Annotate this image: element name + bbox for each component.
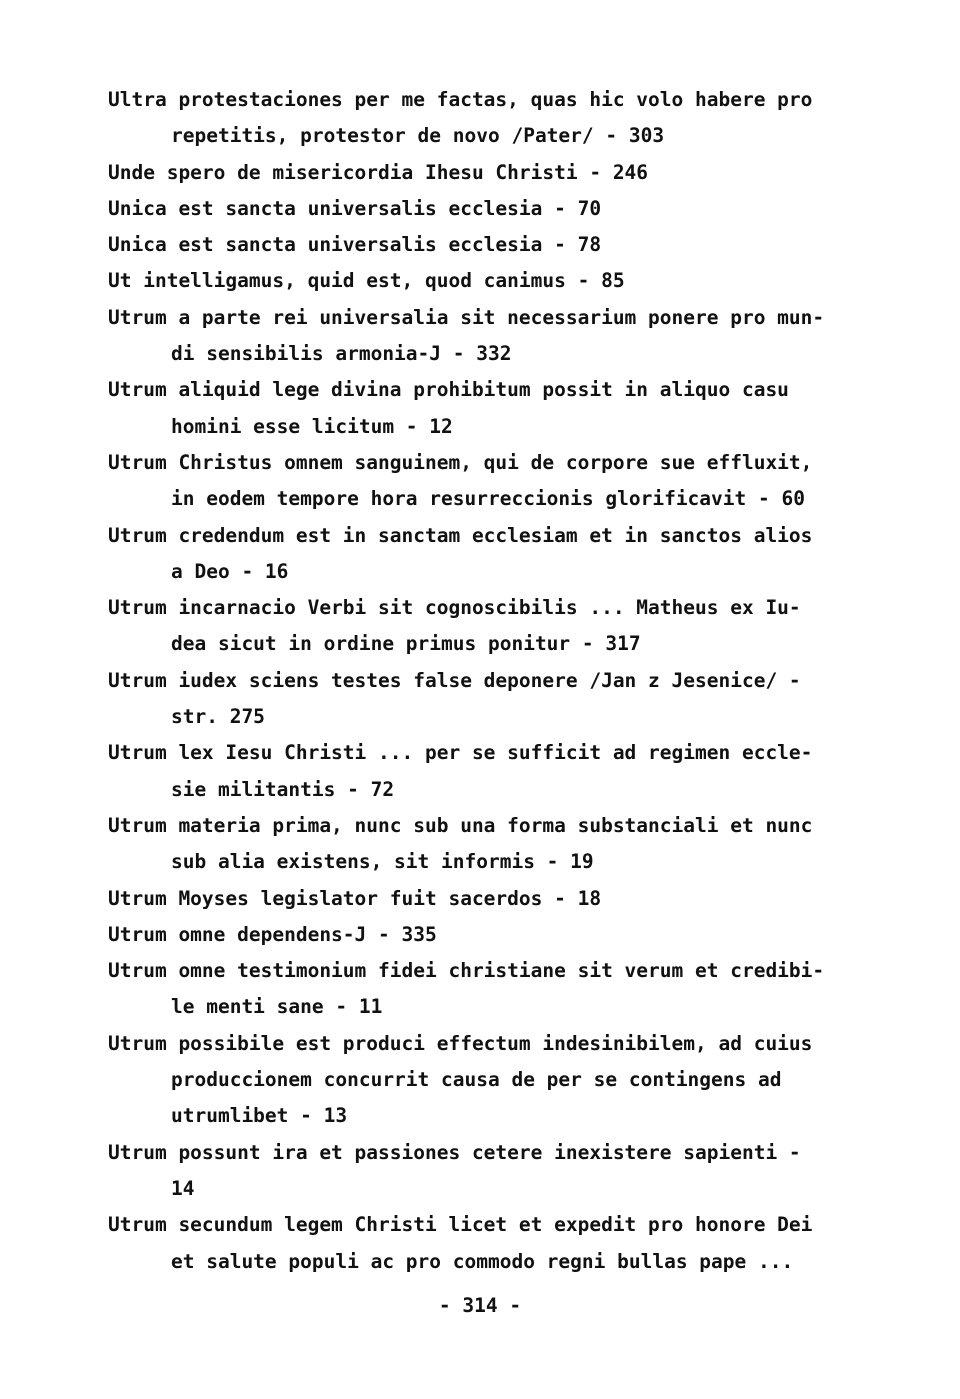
entry-continuation-line: a Deo - 16 bbox=[171, 559, 289, 583]
entry-first-line: Utrum credendum est in sanctam ecclesiam et in sanctos alios bbox=[108, 523, 813, 547]
entry-continuation-line: 14 bbox=[171, 1176, 195, 1200]
entry-continuation-line: di sensibilis armonia-J - 332 bbox=[171, 342, 512, 366]
entry-first-line: Utrum Moyses legislator fuit sacerdos - 18 bbox=[108, 886, 602, 910]
index-entry bbox=[108, 155, 878, 191]
entry-first-line: Utrum possunt ira et passiones cetere inexistere sapienti - bbox=[108, 1140, 801, 1164]
index-entry bbox=[108, 590, 878, 663]
index-entry bbox=[108, 1026, 878, 1135]
entry-continuation-line: et salute populi ac pro commodo regni bullas pape ... bbox=[171, 1249, 794, 1273]
index-entry bbox=[108, 445, 878, 518]
index-entry bbox=[108, 191, 878, 227]
entry-continuation-line: homini esse licitum - 12 bbox=[171, 414, 453, 438]
entry-continuation-line: sub alia existens, sit informis - 19 bbox=[171, 850, 594, 874]
index-entry bbox=[108, 881, 878, 917]
index-entry bbox=[108, 917, 878, 953]
index-entry bbox=[108, 1135, 878, 1208]
index-entry bbox=[108, 263, 878, 299]
index-entry bbox=[108, 227, 878, 263]
entry-first-line: Utrum iudex sciens testes false deponere /Jan z Jesenice/ - bbox=[108, 668, 801, 692]
index-entry bbox=[108, 953, 878, 1026]
entry-first-line: Utrum secundum legem Christi licet et expedit pro honore Dei bbox=[108, 1213, 813, 1237]
entry-first-line: Utrum omne testimonium fidei christiane sit verum et credibi- bbox=[108, 959, 825, 983]
entry-continuation-line: utrumlibet - 13 bbox=[171, 1104, 348, 1128]
entry-first-line: Utrum aliquid lege divina prohibitum possit in aliquo casu bbox=[108, 378, 789, 402]
entry-first-line: Utrum Christus omnem sanguinem, qui de corpore sue effluxit, bbox=[108, 450, 813, 474]
index-entry bbox=[108, 300, 878, 373]
entry-continuation-line: str. 275 bbox=[171, 705, 265, 729]
entry-first-line: Utrum omne dependens-J - 335 bbox=[108, 922, 437, 946]
entry-continuation-line: le menti sane - 11 bbox=[171, 995, 383, 1019]
entry-first-line: Unica est sancta universalis ecclesia - 78 bbox=[108, 233, 602, 257]
entry-first-line: Utrum possibile est produci effectum indesinibilem, ad cuius bbox=[108, 1031, 813, 1055]
index-entry bbox=[108, 372, 878, 445]
entry-first-line: Ultra protestaciones per me factas, quas hic volo habere pro bbox=[108, 88, 813, 111]
index-entries bbox=[108, 82, 878, 1280]
entry-first-line: Utrum a parte rei universalia sit necessarium ponere pro mun- bbox=[108, 305, 825, 329]
entry-continuation-line: sie militantis - 72 bbox=[171, 777, 395, 801]
entry-first-line: Utrum lex Iesu Christi ... per se sufficit ad regimen eccle- bbox=[108, 741, 813, 765]
entry-continuation-line: repetitis, protestor de novo /Pater/ - 303 bbox=[171, 124, 665, 148]
index-entry bbox=[108, 735, 878, 808]
entry-continuation-line: in eodem tempore hora resurreccionis glorificavit - 60 bbox=[171, 487, 805, 511]
entry-first-line: Utrum materia prima, nunc sub una forma substanciali et nunc bbox=[108, 813, 813, 837]
page-number: - 314 - bbox=[438, 1294, 522, 1317]
index-entry bbox=[108, 518, 878, 591]
entry-first-line: Utrum incarnacio Verbi sit cognoscibilis ... Matheus ex Iu- bbox=[108, 596, 801, 620]
index-entry bbox=[108, 808, 878, 881]
entry-first-line: Ut intelligamus, quid est, quod canimus - 85 bbox=[108, 269, 625, 293]
index-entry bbox=[108, 82, 878, 155]
entry-first-line: Unica est sancta universalis ecclesia - 70 bbox=[108, 196, 602, 220]
entry-continuation-line: dea sicut in ordine primus ponitur - 317 bbox=[171, 632, 641, 656]
index-entry bbox=[108, 1207, 878, 1280]
index-entry bbox=[108, 663, 878, 736]
entry-first-line: Unde spero de misericordia Ihesu Christi - 246 bbox=[108, 160, 649, 184]
entry-continuation-line: produccionem concurrit causa de per se contingens ad bbox=[171, 1068, 782, 1092]
